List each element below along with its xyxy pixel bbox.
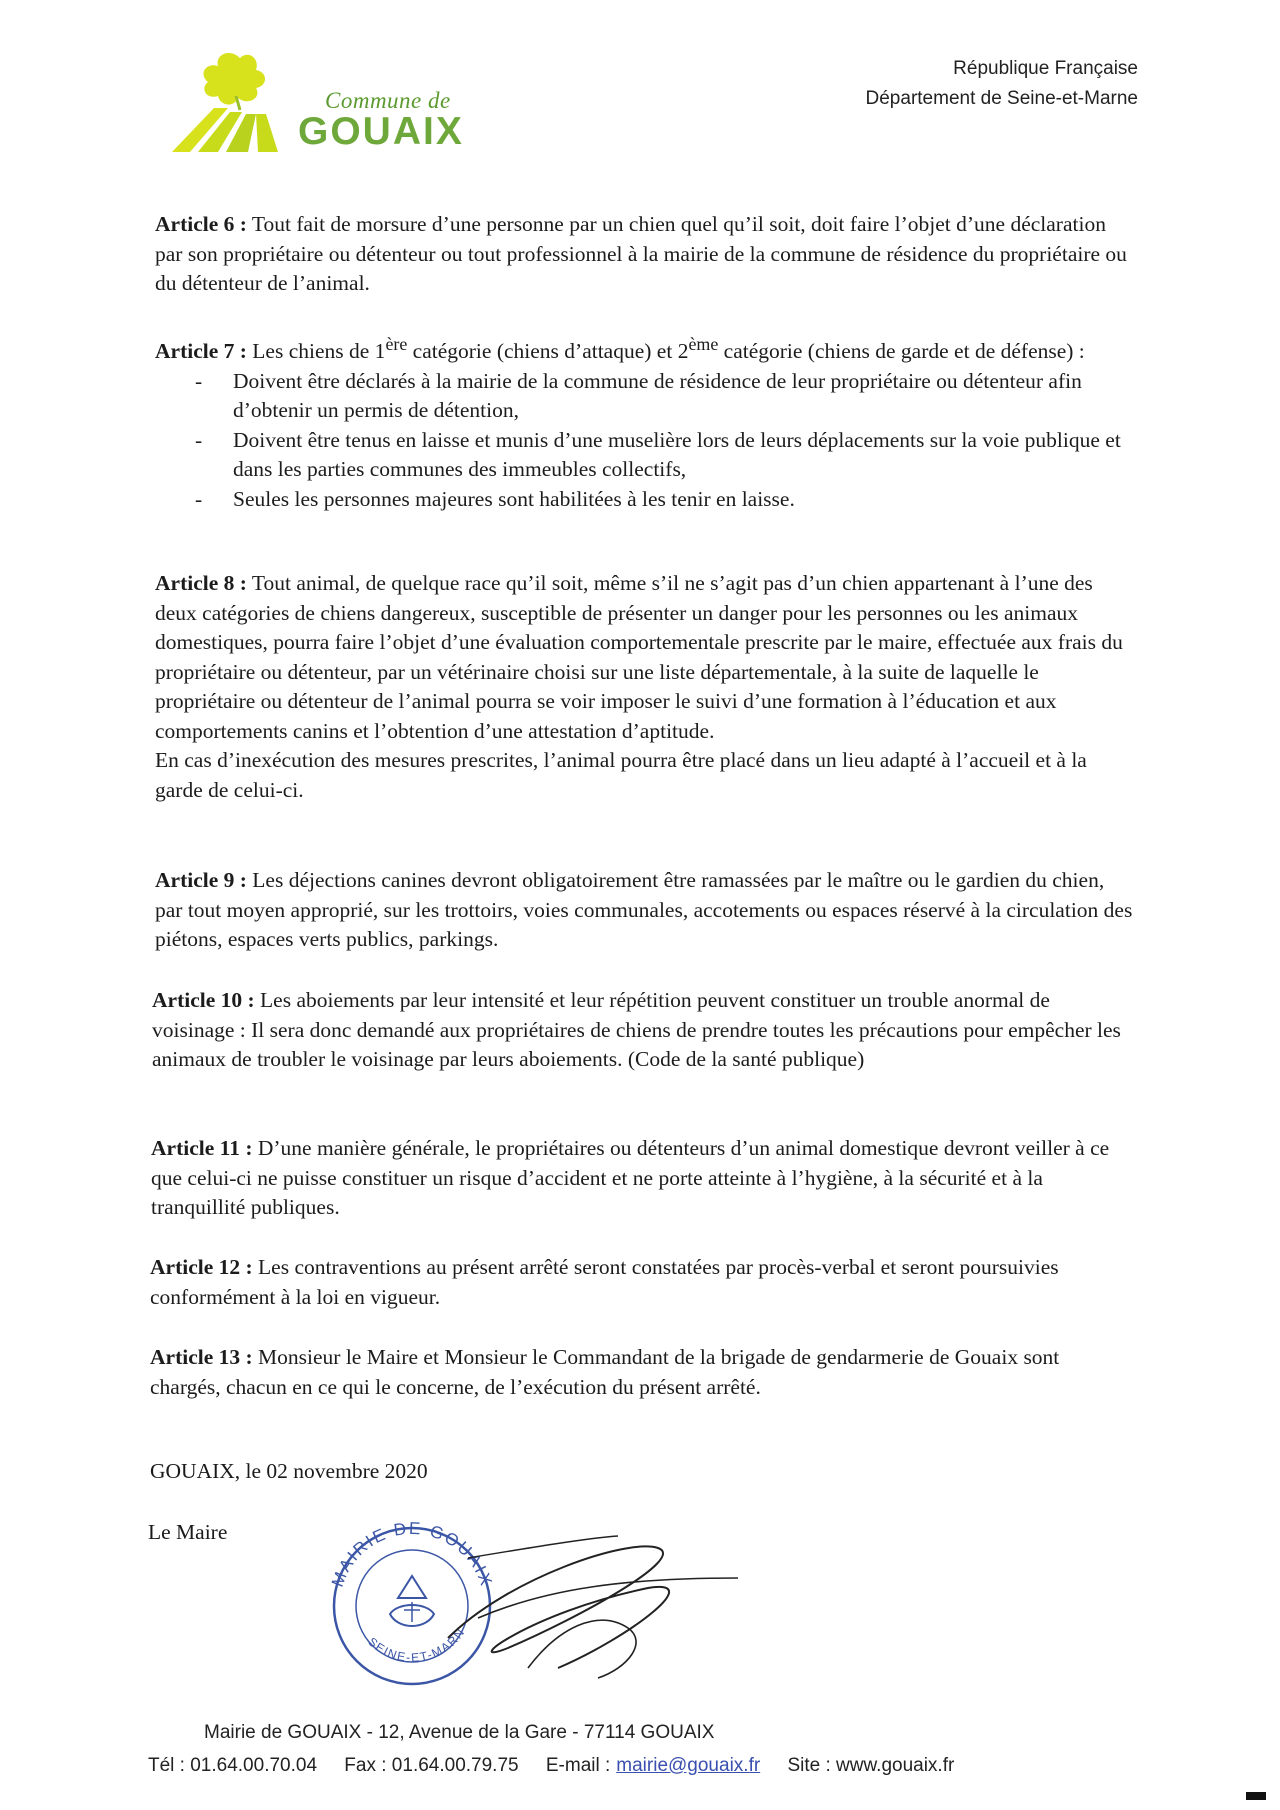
article-13 <box>150 1343 1130 1402</box>
list-item: - Doivent être tenus en laisse et munis d’une muselière lors de leurs déplacements sur la voie publique et dans les parties communes des immeubles collectifs, <box>155 426 1135 485</box>
article-text: Tout fait de morsure d’une personne par un chien quel qu’il soit, doit faire l’objet d’une déclaration par son propriétaire ou détenteur ou tout professionnel à la mairie de la commune de résidence du propriétaire ou du détenteur de l’animal. <box>155 212 1127 295</box>
article-label: Article 7 : <box>155 339 247 364</box>
article-paragraph: En cas d’inexécution des mesures prescrites, l’animal pourra être placé dans un lieu adapté à l’accueil et à la garde de celui-ci. <box>155 748 1087 802</box>
article-paragraph <box>155 210 1135 299</box>
footer-tel: Tél : 01.64.00.70.04 <box>148 1755 318 1776</box>
department-name: Département de Seine-et-Marne <box>865 88 1138 109</box>
date-line: GOUAIX, le 02 novembre 2020 <box>150 1459 428 1483</box>
article-label: Article 9 : <box>155 868 247 892</box>
article-9 <box>155 866 1135 955</box>
article-text: Monsieur le Maire et Monsieur le Commandant de la brigade de gendarmerie de Gouaix sont chargés, chacun en ce qui le concerne, de l’exécution du présent arrêté. <box>150 1345 1060 1399</box>
stamp-top-text: MAIRIE DE GOUAIX <box>328 1518 497 1590</box>
article-paragraph <box>155 569 1135 746</box>
article-text: Les aboiements par leur intensité et leur répétition peuvent constituer un trouble anormal de voisinage : Il sera donc demandé aux propriétaires de chiens de prendre toutes les précautions pour empêcher les animaux de troubler le voisinage par leurs aboiements. (Code de la santé publique) <box>152 988 1121 1071</box>
footer-fax: Fax : 01.64.00.79.75 <box>344 1755 519 1776</box>
stamp-bottom-text: SEINE-ET-MARN <box>365 1624 468 1665</box>
article-text: catégorie (chiens de garde et de défense) : <box>718 339 1085 364</box>
article-7-list <box>155 367 1135 515</box>
article-label: Article 8 : <box>155 571 247 595</box>
footer-site: Site : www.gouaix.fr <box>787 1755 955 1776</box>
header-administrative <box>866 54 1138 114</box>
article-text: Les chiens de 1 <box>246 339 386 364</box>
article-paragraph <box>150 1253 1130 1312</box>
article-paragraph <box>155 866 1135 955</box>
article-10 <box>152 986 1132 1075</box>
article-label: Article 12 : <box>150 1255 253 1279</box>
footer-address: Mairie de GOUAIX - 12, Avenue de la Gare - 77114 GOUAIX <box>204 1722 715 1743</box>
stamp-seal-icon <box>328 1518 748 1698</box>
article-7 <box>155 330 1135 514</box>
email-link[interactable]: mairie@gouaix.fr <box>616 1755 761 1776</box>
superscript-ere: ère <box>385 334 408 354</box>
article-text: Les déjections canines devront obligatoirement être ramassées par le maître ou le gardien du chien, par tout moyen approprié, sur les trottoirs, voies communales, accotements ou espaces réservé à la circulation des piétons, espaces verts publics, parkings. <box>155 868 1133 951</box>
footer-email-label: E-mail : <box>545 1755 611 1776</box>
article-6 <box>155 210 1135 299</box>
footer-email-group <box>546 1755 760 1776</box>
article-paragraph <box>152 986 1132 1075</box>
official-stamp-signature <box>328 1518 748 1698</box>
footer-contact <box>148 1755 976 1777</box>
article-text: D’une manière générale, le propriétaires ou détenteurs d’un animal domestique devront veiller à ce que celui-ci ne puisse constituer un risque d’accident et ne porte atteinte à l’hygiène, à la sécurité et à la tranquillité publiques. <box>151 1136 1110 1219</box>
article-8 <box>155 569 1135 805</box>
country-name: République Française <box>953 58 1138 79</box>
article-paragraph <box>155 330 1135 367</box>
logo-town-name: GOUAIX <box>298 110 464 153</box>
list-item: - Seules les personnes majeures sont habilitées à les tenir en laisse. <box>155 485 1135 515</box>
article-label: Article 11 : <box>151 1136 253 1160</box>
logo-commune-text: Commune de <box>325 88 451 113</box>
article-paragraph <box>150 1343 1130 1402</box>
superscript-eme: ème <box>688 334 719 354</box>
article-12 <box>150 1253 1130 1312</box>
article-label: Article 6 : <box>155 212 247 236</box>
article-paragraph <box>151 1134 1131 1223</box>
commune-logo <box>170 48 490 158</box>
article-text: Tout animal, de quelque race qu’il soit, même s’il ne s’agit pas d’un chien appartenant à l’une des deux catégories de chiens dangereux, susceptible de présenter un danger pour les personnes ou les animaux domestiques, pourra faire l’objet d’une évaluation comportementale prescrite par le maire, effectuée aux frais du propriétaire ou détenteur, par un vétérinaire choisi sur une liste départementale, à la suite de laquelle le propriétaire ou détenteur de l’animal pourra se voir imposer le suivi d’une formation à l’éducation et aux comportements canins et l’obtention d’une attestation d’aptitude. <box>155 571 1123 743</box>
signatory-title: Le Maire <box>148 1520 228 1544</box>
article-text: catégorie (chiens d’attaque) et 2 <box>407 339 689 364</box>
article-label: Article 13 : <box>150 1345 253 1369</box>
scan-mark <box>1246 1792 1266 1800</box>
article-text: Les contraventions au présent arrêté seront constatées par procès-verbal et seront poursuivies conformément à la loi en vigueur. <box>150 1255 1059 1309</box>
list-item: - Doivent être déclarés à la mairie de la commune de résidence de leur propriétaire ou détenteur afin d’obtenir un permis de détention, <box>155 367 1135 426</box>
article-11 <box>151 1134 1131 1223</box>
article-label: Article 10 : <box>152 988 255 1012</box>
